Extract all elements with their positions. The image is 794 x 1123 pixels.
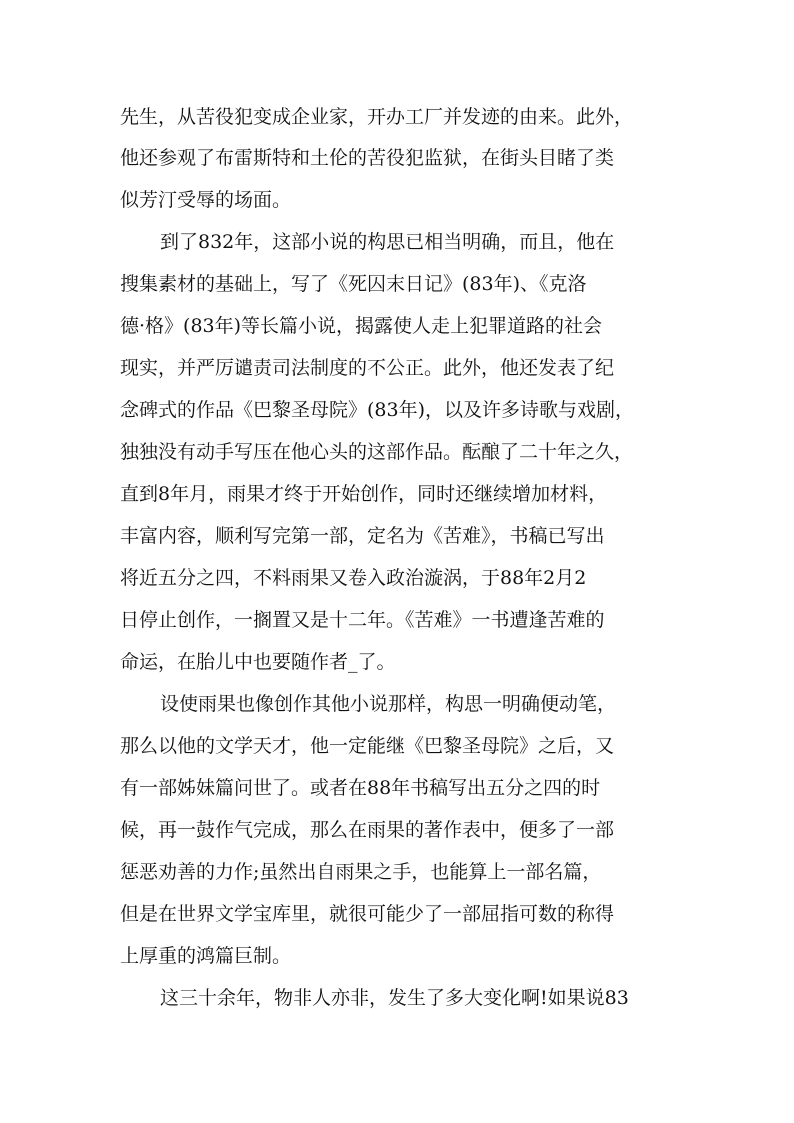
- text-line: 先生，从苦役犯变成企业家，开办工厂并发迹的由来。此外，: [120, 106, 634, 128]
- text-line: 命运，在胎儿中也要随作者_了。: [120, 651, 396, 673]
- text-line: 他还参观了布雷斯特和土伦的苦役犯监狱，在街头目睹了类: [120, 147, 615, 169]
- paragraph-start-line: 到了832年，这部小说的构思已相当明确，而且，他在: [160, 231, 615, 253]
- paragraph-start-line: 设使雨果也像创作其他小说那样，构思一明确便动笔，: [160, 693, 617, 715]
- text-line: 似芳汀受辱的场面。: [120, 189, 292, 211]
- text-line: 候，再一鼓作气完成，那么在雨果的著作表中，便多了一部: [120, 819, 615, 841]
- paragraph-start-line: 这三十余年，物非人亦非，发生了多大变化啊!如果说83: [160, 987, 629, 1009]
- text-line: 丰富内容，顺利写完第一部，定名为《苦难》，书稿已写出: [120, 525, 605, 547]
- text-line: 直到8年月，雨果才终于开始创作，同时还继续增加材料，: [120, 483, 608, 505]
- text-line: 现实，并严厉谴责司法制度的不公正。此外，他还发表了纪: [120, 357, 615, 379]
- text-line: 惩恶劝善的力作;虽然出自雨果之手，也能算上一部名篇，: [120, 861, 602, 883]
- text-line: 德·格》(83年)等长篇小说，揭露使人走上犯罪道路的社会: [120, 315, 603, 337]
- text-line: 有一部姊妹篇问世了。或者在88年书稿写出五分之四的时: [120, 777, 601, 799]
- text-line: 搜集素材的基础上，写了《死囚末日记》(83年)、《克洛: [120, 273, 587, 295]
- text-line: 上厚重的鸿篇巨制。: [120, 945, 292, 967]
- text-line: 将近五分之四，不料雨果又卷入政治漩涡，于88年2月2: [120, 567, 587, 589]
- text-line: 念碑式的作品《巴黎圣母院》(83年)，以及许多诗歌与戏剧，: [120, 399, 635, 421]
- text-line: 日停止创作，一搁置又是十二年。《苦难》一书遭逢苦难的: [120, 609, 605, 631]
- text-line: 但是在世界文学宝库里，就很可能少了一部屈指可数的称得: [120, 903, 615, 925]
- text-line: 那么以他的文学天才，他一定能继《巴黎圣母院》之后，又: [120, 735, 615, 757]
- text-line: 独独没有动手写压在他心头的这部作品。酝酿了二十年之久，: [120, 441, 634, 463]
